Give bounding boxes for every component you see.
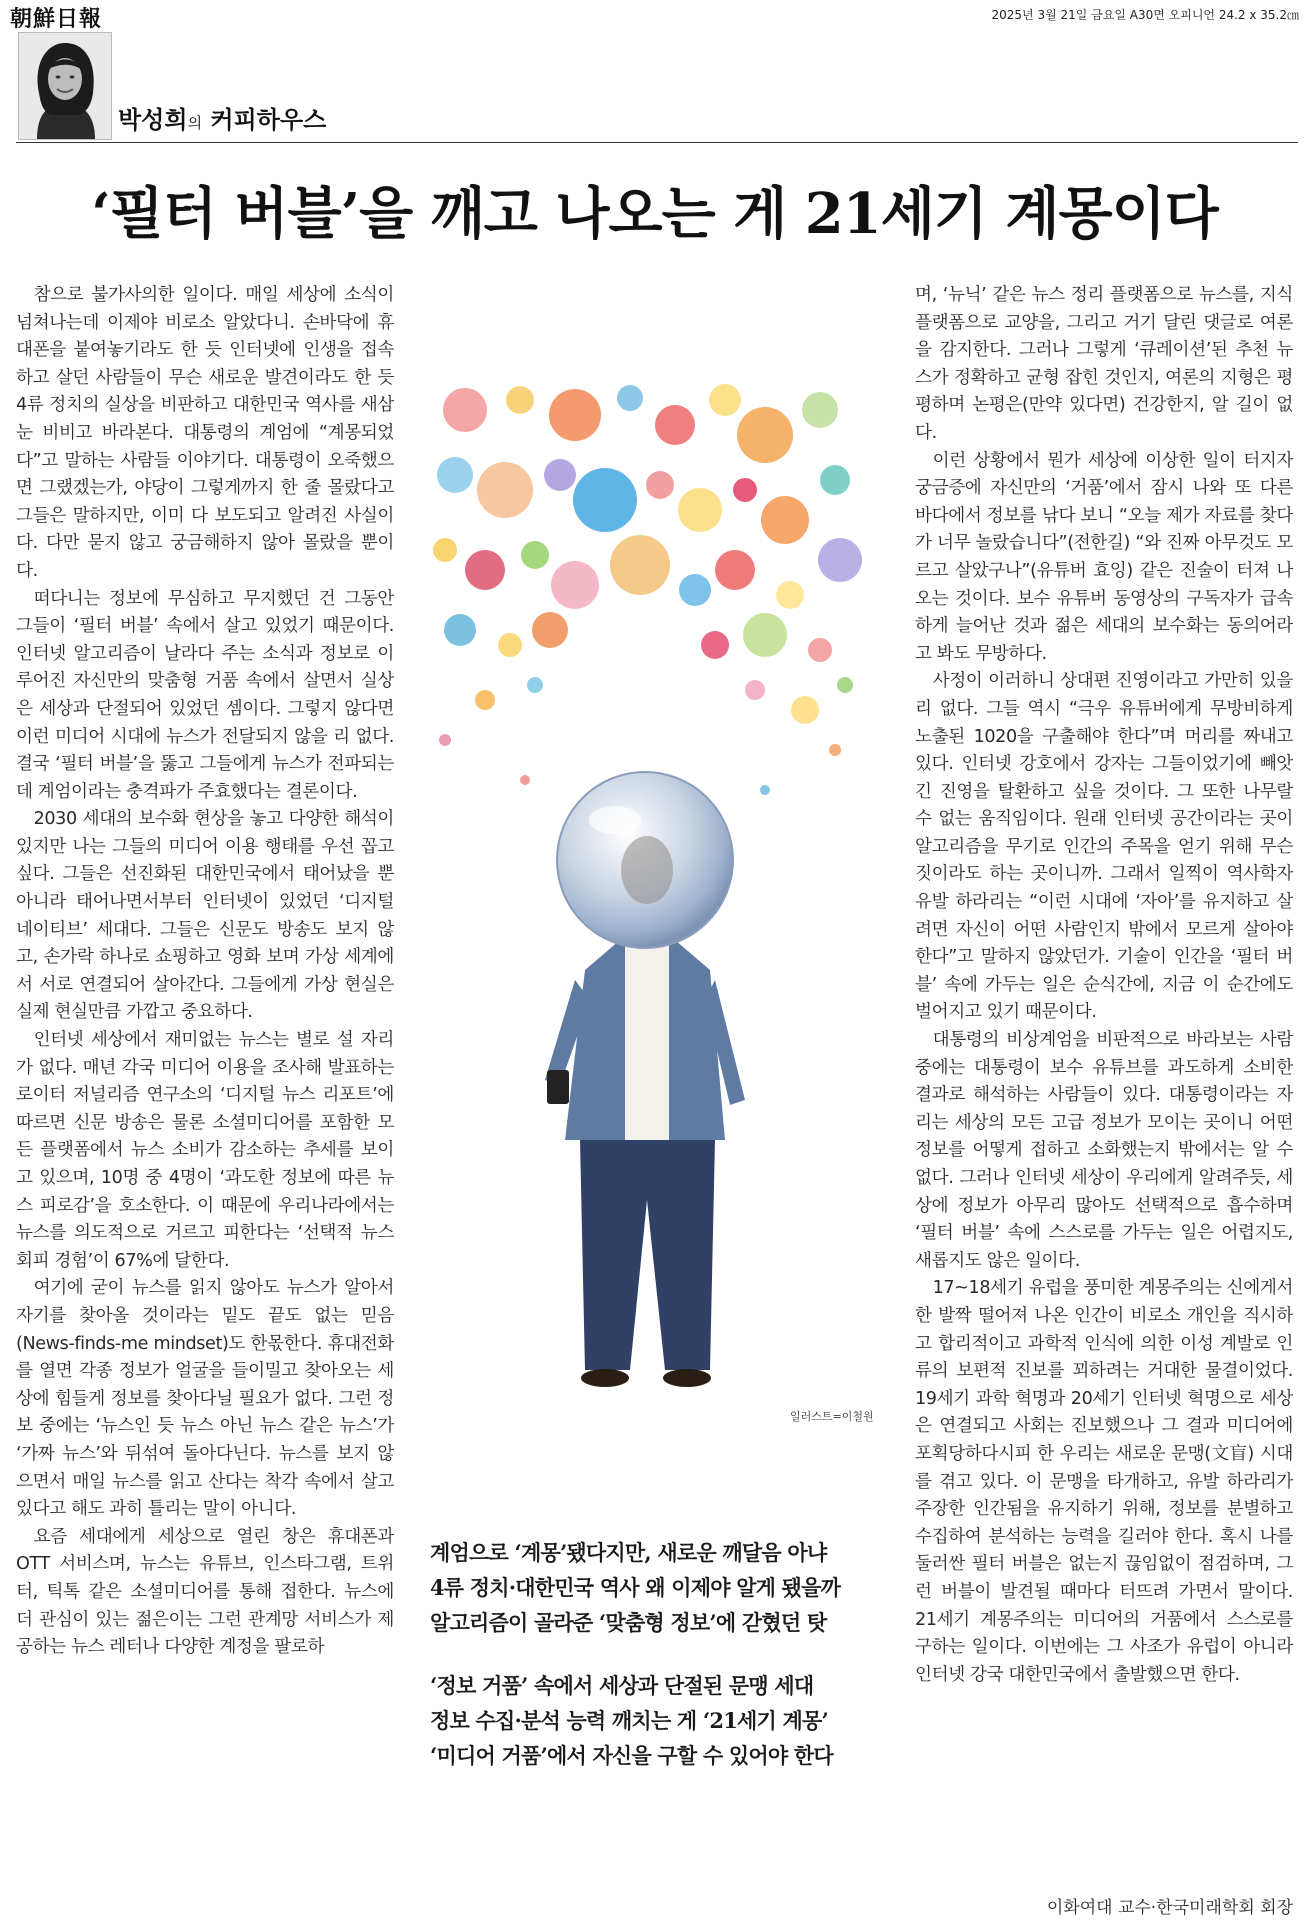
paragraph: 여기에 굳이 뉴스를 읽지 않아도 뉴스가 알아서 자기를 찾아올 것이라는 밑도 끝도 없는 믿음(News-finds-me mindset)도 한몫한다. 휴대전화를 열면 각종 정보가 얼굴을 들이밀고 찾아오는 세상에 힘들게 정보를 찾아다닐 필요가 없다. 그런 정보 중에는 ‘뉴스인 듯 뉴스 아닌 뉴스 같은 뉴스’가 ‘가짜 뉴스’와 뒤섞여 돌아다닌다. 뉴스를 보지 않으면서 매일 뉴스를 읽고 산다는 착각 속에서 살고 있다고 해도 과히 틀리는 말이 아니다. bbox=[16, 1278, 394, 1520]
masthead bbox=[0, 0, 1309, 30]
subheadline-group bbox=[430, 1668, 890, 1773]
paragraph: 2030 세대의 보수화 현상을 놓고 다양한 해석이 있지만 나는 그들의 미디어 이용 행태를 우선 꼽고 싶다. 그들은 선진화된 대한민국에서 태어났을 뿐 아니라 태어나면서부터 인터넷이 있었던 ‘디지털 네이티브’ 세대다. 그들은 신문도 방송도 보지 않고, 손가락 하나로 쇼핑하고 영화 보며 가상 세계에서 서로 연결되어 살아간다. 그들에게 가상 현실은 실제 현실만큼 가깝고 중요하다. bbox=[16, 809, 394, 1023]
illustration-credit: 일러스트=이철원 bbox=[790, 1410, 874, 1423]
paragraph: 인터넷 세상에서 재미없는 뉴스는 별로 설 자리가 없다. 매년 각국 미디어 이용을 조사해 발표하는 로이터 저널리즘 연구소의 ‘디지털 뉴스 리포트’에 따르면 신문 방송은 물론 소셜미디어를 포함한 모든 플랫폼에서 뉴스 소비가 감소하는 추세를 보이고 있으며, 10명 중 4명이 ‘과도한 정보에 따른 뉴스 피로감’을 호소한다. 이 때문에 우리나라에서는 뉴스를 의도적으로 거르고 피한다는 ‘선택적 뉴스 회피 경험’이 67%에 달한다. bbox=[16, 1030, 394, 1271]
newspaper-logo: 朝鮮日報 bbox=[10, 6, 103, 32]
illustration bbox=[425, 380, 865, 1420]
author-byline: 이화여대 교수·한국미래학회 회장 bbox=[1046, 1898, 1293, 1918]
paragraph: 며, ‘뉴닉’ 같은 뉴스 정리 플랫폼으로 뉴스를, 지식 플랫폼으로 교양을, 그리고 거기 달린 댓글로 여론을 감지한다. 그러나 그렇게 ‘큐레이션’된 추천 뉴스가 정확하고 균형 잡힌 것인지, 여론의 지형은 평평하며 논평은(만약 있다면) 건강한지, 알 길이 없다. bbox=[915, 285, 1293, 443]
left-text-column bbox=[16, 282, 394, 1922]
series-name: 커피하우스 bbox=[210, 106, 327, 134]
paragraph: 떠다니는 정보에 무심하고 무지했던 건 그동안 그들이 ‘필터 버블’ 속에서 살고 있었기 때문이다. 인터넷 알고리즘이 날라다 주는 소식과 정보로 이루어진 자신만의 맞춤형 거품 속에서 살면서 실상은 세상과 단절되어 있었던 셈이다. 그렇지 않다면 이런 미디어 시대에 뉴스가 전달되지 않을 리 없다. 결국 ‘필터 버블’을 뚫고 그들에게 뉴스가 전파되는 데 계엄이라는 충격파가 주효했다는 결론이다. bbox=[16, 588, 394, 802]
headline: ‘필터 버블’을 깨고 나오는 게 21세기 계몽이다 bbox=[91, 181, 1218, 247]
paragraph: 대통령의 비상계엄을 비판적으로 바라보는 사람 중에는 대통령이 보수 유튜브를 과도하게 소비한 결과로 해석하는 사람들이 있다. 대통령이라는 자리는 세상의 모든 고급 정보가 모이는 곳이니 어떤 정보를 어떻게 접하고 소화했는지 밖에서는 알 수 없다. 그러나 인터넷 세상이 우리에게 알려주듯, 세상에 정보가 아무리 많아도 선택적으로 흡수하며 ‘필터 버블’ 속에 스스로를 가두는 일은 어렵지도, 새롭지도 않은 일이다. bbox=[915, 1030, 1293, 1271]
subheadline: 알고리즘이 골라준 ‘맞춤형 정보’에 갇혔던 탓 bbox=[430, 1610, 827, 1635]
subheadline: 4류 정치·대한민국 역사 왜 이제야 알게 됐을까 bbox=[430, 1575, 841, 1600]
paragraph: 참으로 불가사의한 일이다. 매일 세상에 소식이 넘쳐나는데 이제야 비로소 알았다니. 손바닥에 휴대폰을 붙여놓기라도 한 듯 인터넷에 인생을 접속하고 살던 사람들이 무슨 새로운 발견이라도 한 듯 4류 정치의 실상을 비판하고 대한민국 역사를 새삼 눈 비비고 바라본다. 대통령의 계엄에 “계몽되었다”고 말하는 사람들 이야기다. 대통령이 오죽했으면 그랬겠는가, 야당이 그렇게까지 한 줄 몰랐다고 그들은 말하지만, 이미 다 보도되고 알려진 사실이다. 다만 묻지 않고 궁금해하지 않아 몰랐을 뿐이다. bbox=[16, 285, 394, 581]
column-header bbox=[16, 30, 1298, 143]
illustration-art bbox=[425, 380, 865, 1420]
dateline: 2025년 3월 21일 금요일 A30면 오피니언 24.2 x 35.2㎝ bbox=[991, 8, 1299, 22]
subheadline: 계엄으로 ‘계몽’됐다지만, 새로운 깨달음 아냐 bbox=[430, 1540, 827, 1565]
paragraph: 요즘 세대에게 세상으로 열린 창은 휴대폰과 OTT 서비스며, 뉴스는 유튜브, 인스타그램, 트위터, 틱톡 같은 소셜미디어를 통해 접한다. 뉴스에 더 관심이 있는 젊은이는 그런 관계망 서비스가 제공하는 뉴스 레터나 다양한 계정을 팔로하 bbox=[16, 1526, 394, 1658]
subheadline-group bbox=[430, 1535, 890, 1640]
author-name: 박성희 bbox=[118, 106, 188, 134]
paragraph: 사정이 이러하니 상대편 진영이라고 가만히 있을 리 없다. 그들 역시 “극우 유튜버에게 무방비하게 노출된 1020을 구출해야 한다”며 머리를 짜내고 있다. 인터넷 강호에서 강자는 그들이었기에 빼앗긴 진영을 탈환하고 싶을 것이다. 그 또한 나무랄 수 없는 움직임이다. 원래 인터넷 공간이라는 곳이 알고리즘을 무기로 인간의 주목을 얻기 위해 무슨 짓이라도 하는 곳이니까. 그래서 일찍이 역사학자 유발 하라리는 “이런 시대에 ‘자아’를 유지하고 살려면 자신이 어떤 사람인지 밖에서 모르게 살아야 한다”고 말하지 않았던가. 기술이 인간을 ‘필터 버블’ 속에 가두는 일은 순식간에, 지금 이 순간에도 벌어지고 있기 때문이다. bbox=[915, 671, 1293, 1023]
column-title bbox=[118, 100, 326, 135]
subheadline: ‘정보 거품’ 속에서 세상과 단절된 문맹 세대 bbox=[430, 1673, 814, 1698]
head-bubble bbox=[557, 772, 733, 948]
author-particle: 의 bbox=[187, 114, 203, 132]
paragraph: 17~18세기 유럽을 풍미한 계몽주의는 신에게서 한 발짝 떨어져 나온 인간이 비로소 개인을 직시하고 합리적이고 과학적 인식에 의한 이성 계발로 인류의 보편적 진보를 꾀하려는 거대한 물결이었다. 19세기 과학 혁명과 20세기 인터넷 혁명으로 세상은 연결되고 사회는 진보했으나 그 결과 미디어에 포획당하다시피 한 우리는 새로운 문맹(文盲) 시대를 겪고 있다. 이 문맹을 타개하고, 유발 하라리가 주장한 인간됨을 유지하기 위해, 정보를 분별하고 수집하여 분석하는 능력을 길러야 한다. 혹시 나를 둘러싼 필터 버블은 없는지 끊임없이 점검하며, 그런 버블이 발견될 때마다 터뜨려 가면서 말이다. 21세기 계몽주의는 미디어의 거품에서 스스로를 구하는 일이다. 이번에는 그 사조가 유럽이 아니라 인터넷 강국 대한민국에서 출발했으면 한다. bbox=[915, 1278, 1293, 1685]
person-figure bbox=[545, 940, 745, 1387]
floating-bubbles bbox=[433, 384, 862, 795]
right-text-column bbox=[915, 282, 1293, 1892]
subheadline: 정보 수집·분석 능력 깨치는 게 ‘21세기 계몽’ bbox=[430, 1708, 828, 1733]
subheadline: ‘미디어 거품’에서 자신을 구할 수 있어야 한다 bbox=[430, 1743, 833, 1768]
author-photo bbox=[18, 32, 112, 140]
paragraph: 이런 상황에서 뭔가 세상에 이상한 일이 터지자 궁금증에 자신만의 ‘거품’에서 잠시 나와 또 다른 바다에서 정보를 낚다 보니 “오늘 제가 자료를 찾다가 너무 놀랐습니다”(전한길) “와 진짜 아무것도 모르고 살았구나”(유튜버 효잉) 같은 진술이 터져 나오는 것이다. 보수 유튜버 동영상의 구독자가 급속하게 늘어난 것과 젊은 세대의 보수화는 동의어라고 봐도 무방하다. bbox=[915, 450, 1293, 664]
